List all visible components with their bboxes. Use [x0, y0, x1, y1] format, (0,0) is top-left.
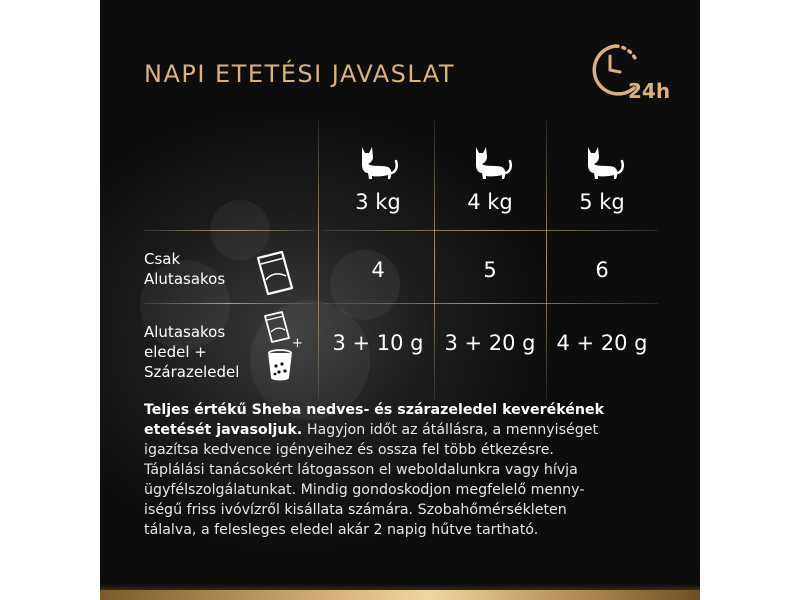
clock-24h-icon — [578, 38, 671, 103]
row1-value-4kg: 5 — [483, 258, 497, 282]
row-label-pouch-only: Csak Alutasakos — [144, 250, 226, 288]
gold-foil-strip — [100, 590, 700, 600]
plus-sign: + — [292, 336, 303, 351]
table-divider — [144, 303, 314, 304]
table-divider — [322, 230, 658, 231]
weight-4kg: 4 kg — [467, 190, 513, 214]
row1-value-3kg: 4 — [371, 258, 385, 282]
pouch-icon — [252, 248, 298, 296]
feeding-description: Teljes értékű Sheba nedves- és szárazeledel keverékének etetését javasoljuk. Hagyjon időt az átállásra, a mennyiséget igazítsa kedvence igényeihez és ossza fel több étkezésre. Táplálási tanácsokért látogasson el weboldalunkra vagy hívja ügyfélszolgálatunkat. Mindig gondoskodjon megfelelő menny- iségű friss ivóvízről kisállata számára. Szobahőmérsékleten tálalva, a felesleges eledel akár 2 napig hűtve tartható. — [144, 402, 605, 538]
weight-5kg: 5 kg — [579, 190, 625, 214]
row2-value-5kg: 4 + 20 g — [556, 331, 648, 355]
feeding-panel — [100, 0, 700, 600]
page-title: NAPI ETETÉSI JAVASLAT — [144, 60, 456, 88]
table-divider — [322, 303, 658, 304]
clock-label: 24h — [628, 79, 671, 103]
row2-value-3kg: 3 + 10 g — [332, 331, 424, 355]
description-bold: etetését javasoljuk. — [144, 422, 303, 438]
pouch-icon — [262, 310, 292, 344]
cat-icon — [580, 143, 626, 183]
row2-value-4kg: 3 + 20 g — [444, 331, 536, 355]
weight-3kg: 3 kg — [355, 190, 401, 214]
row-label-pouch-plus-dry: Alutasakos eledel + Szárazeledel — [144, 323, 240, 381]
cat-icon — [468, 143, 514, 183]
row1-value-5kg: 6 — [595, 258, 609, 282]
description-bold: Teljes értékű Sheba nedves- és szárazeledel keverékének — [144, 402, 605, 418]
dry-food-bowl-icon — [266, 348, 294, 382]
table-divider — [144, 230, 314, 231]
cat-icon — [354, 143, 400, 183]
